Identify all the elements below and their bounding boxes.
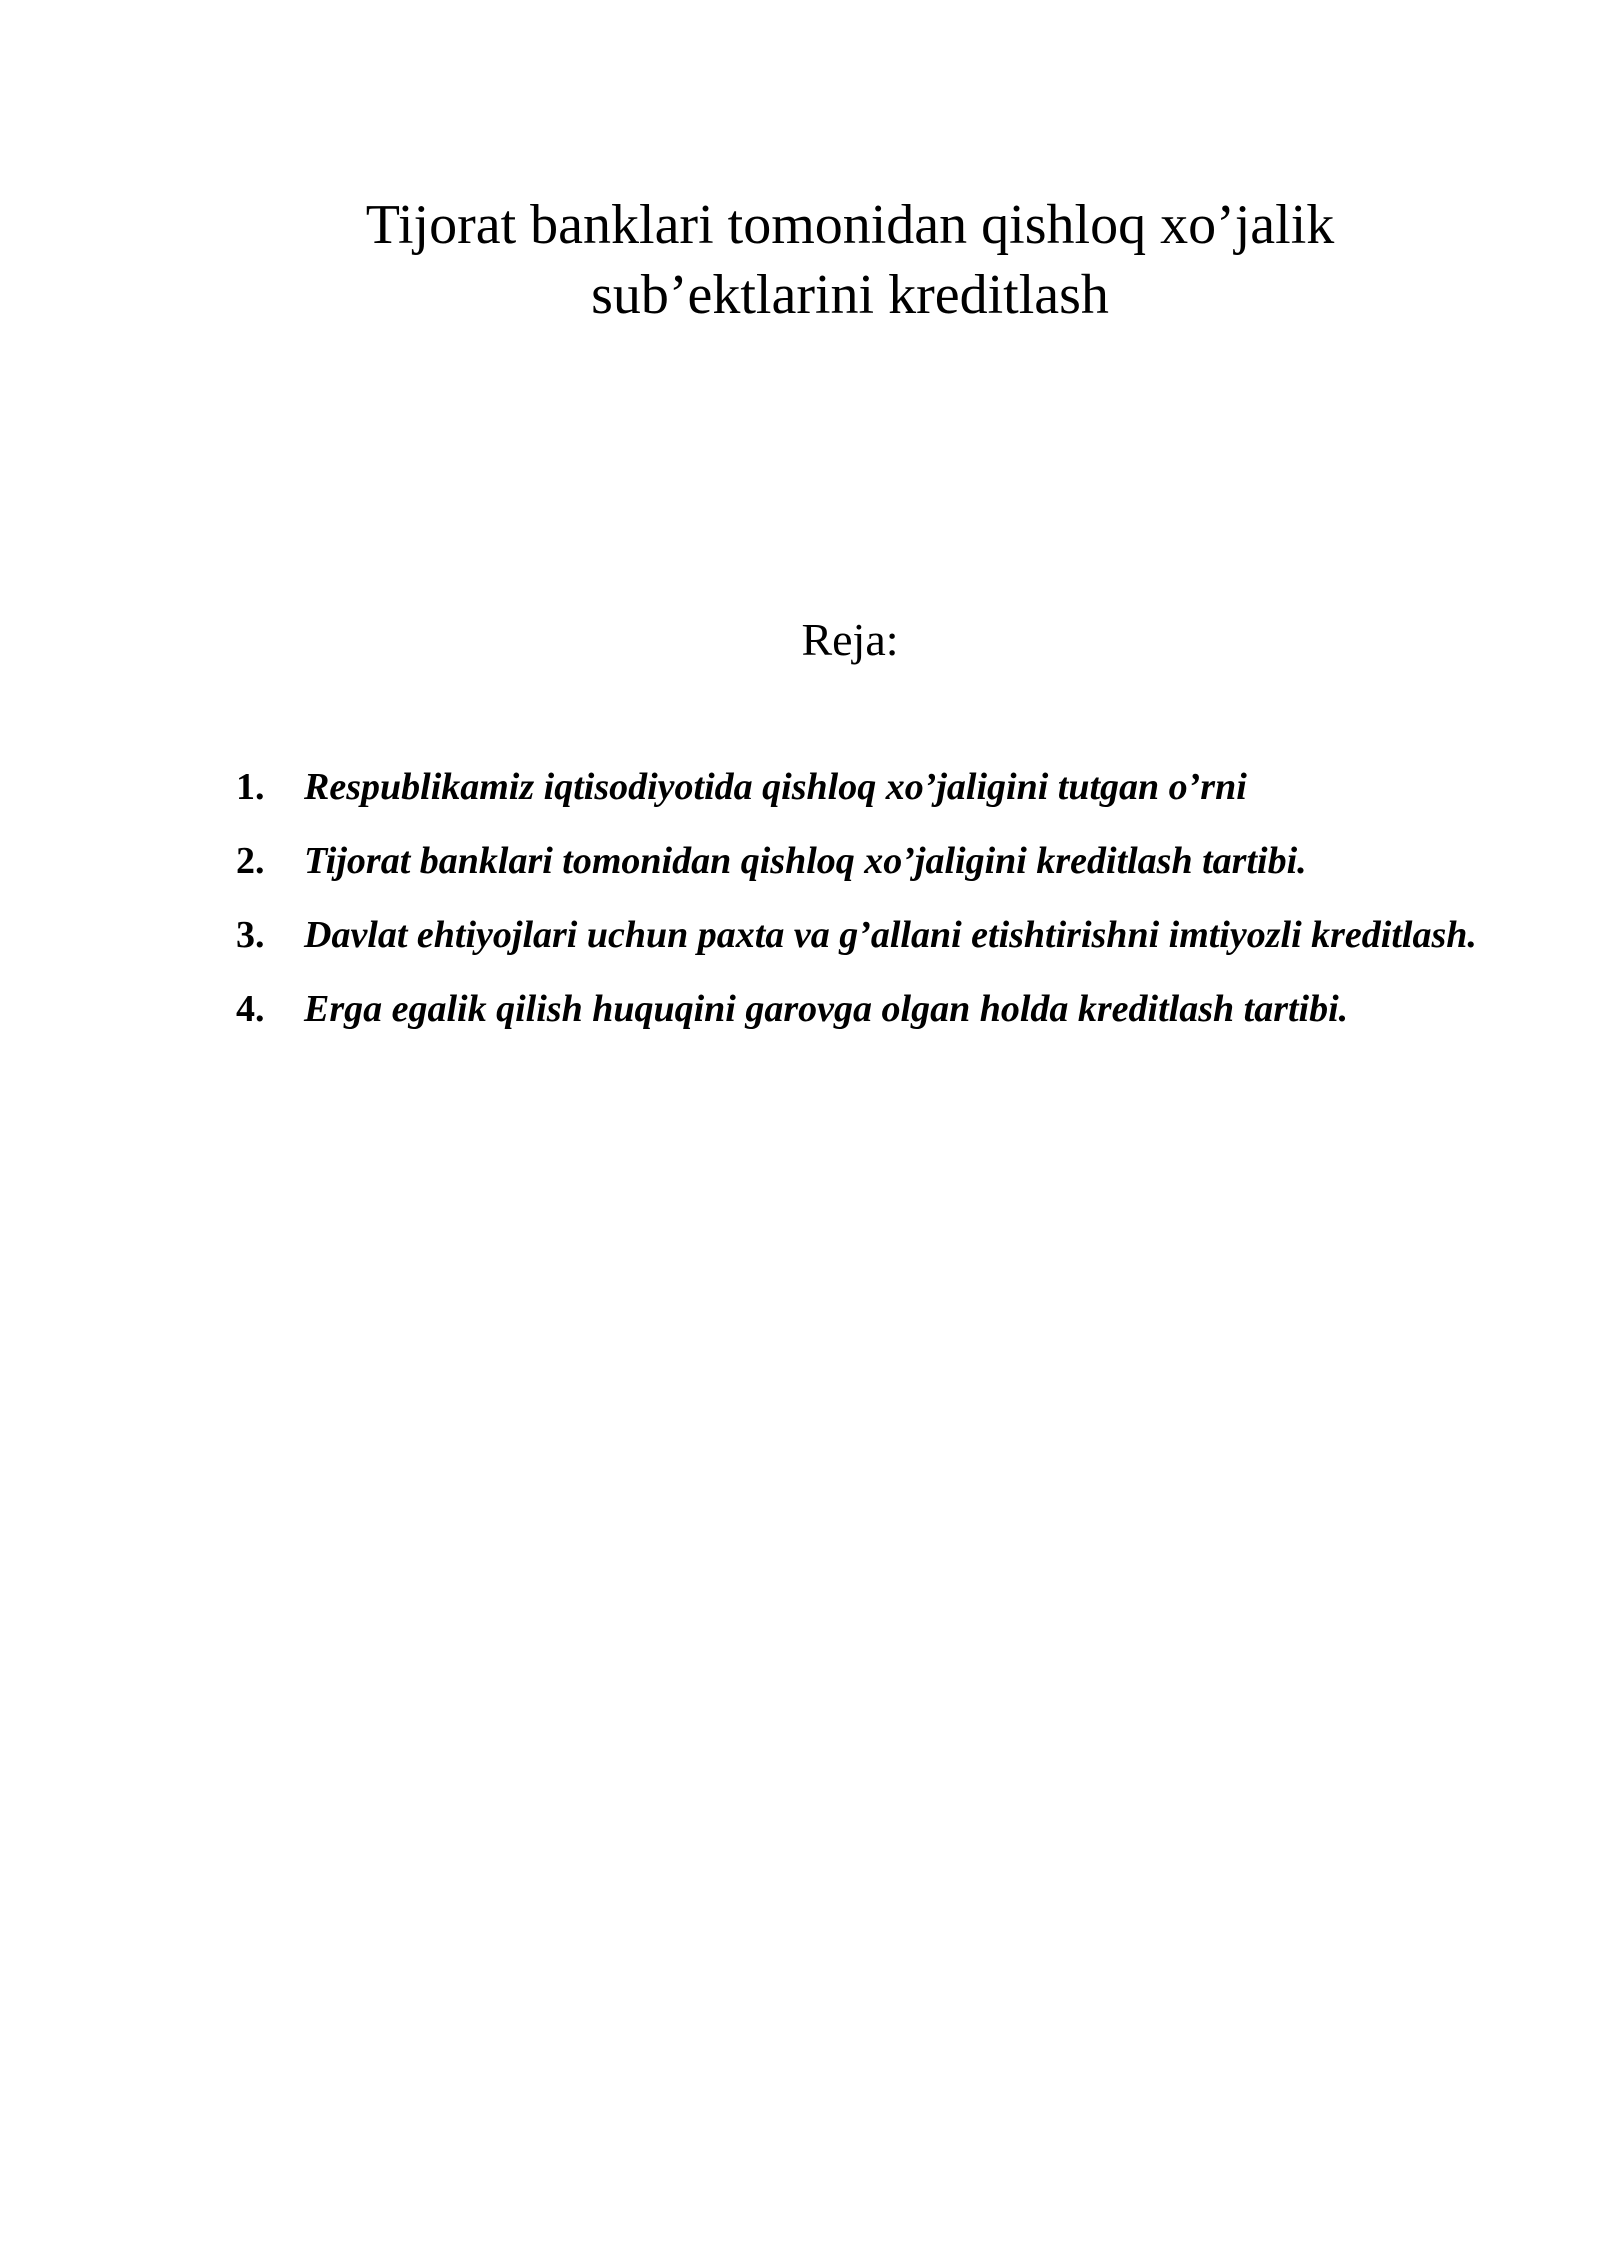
plan-list — [236, 750, 1486, 1046]
title-line-2: sub’ektlarini kreditlash — [591, 263, 1109, 326]
plan-item-2 — [236, 824, 1486, 898]
plan-item-number: 2. — [236, 840, 265, 882]
plan-item-text: Erga egalik qilish huquqini garovga olgan holda kreditlash tartibi. — [304, 988, 1349, 1030]
plan-item-number: 3. — [236, 914, 265, 956]
plan-item-3 — [236, 898, 1486, 972]
plan-item-text: Respublikamiz iqtisodiyotida qishloq xo’jaligini tutgan o’rni — [304, 766, 1247, 808]
plan-item-text: Tijorat banklari tomonidan qishloq xo’jaligini kreditlash tartibi. — [304, 840, 1307, 882]
plan-heading: Reja: — [801, 614, 899, 665]
plan-item-number: 1. — [236, 766, 265, 808]
title-line-1: Tijorat banklari tomonidan qishloq xo’jalik — [365, 193, 1335, 256]
document-title — [300, 190, 1400, 330]
plan-item-4 — [236, 972, 1486, 1046]
plan-item-1 — [236, 750, 1486, 824]
plan-item-text: Davlat ehtiyojlari uchun paxta va g’allani etishtirishni imtiyozli kreditlash. — [304, 914, 1477, 956]
plan-item-number: 4. — [236, 988, 265, 1030]
